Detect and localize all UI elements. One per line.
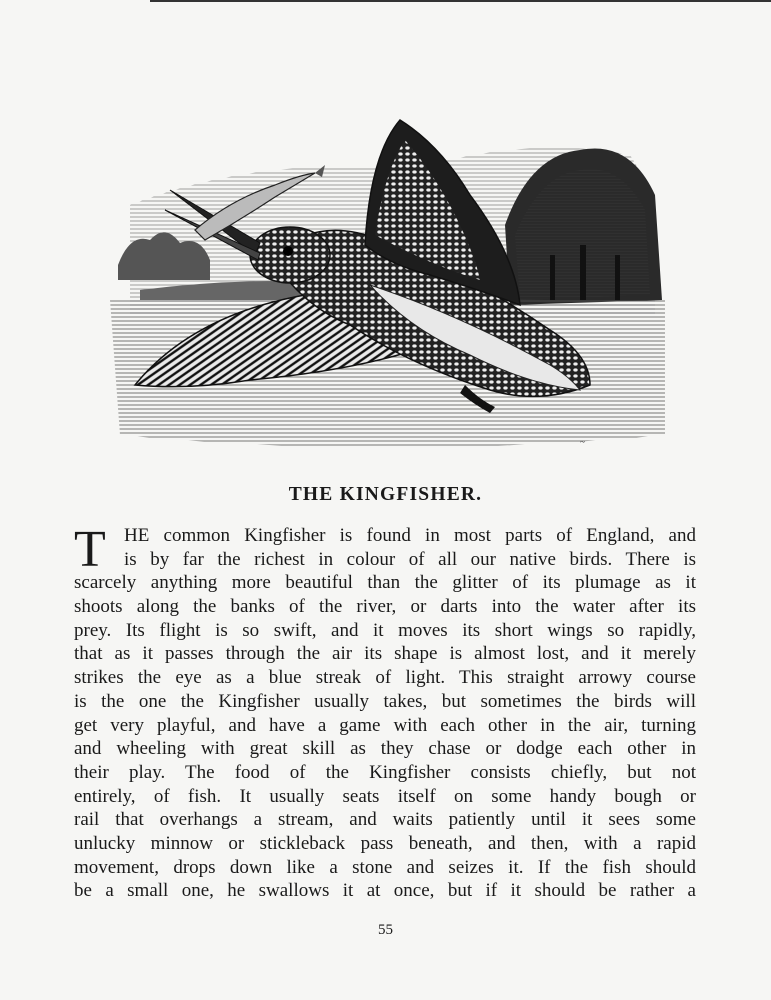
text-line: strikes the eye as a blue streak of light. This straight arrowy course	[74, 667, 696, 689]
text-line: rail that overhangs a stream, and waits patiently until it sees some	[74, 809, 696, 831]
text-line: and wheeling with great skill as they chase or dodge each other in	[74, 738, 696, 760]
kingfisher-engraving	[110, 115, 665, 455]
text-line: entirely, of fish. It usually seats itself on some handy bough or	[74, 785, 696, 807]
text-line: scarcely anything more beautiful than the glitter of its plumage as it	[74, 572, 696, 594]
article-body	[74, 521, 696, 903]
page-number: 55	[378, 922, 393, 938]
text-line: movement, drops down like a stone and seizes it. If the fish should	[74, 856, 696, 878]
text-line: shoots along the banks of the river, or darts into the water after its	[74, 596, 696, 618]
text-line: be a small one, he swallows it at once, but if it should be rather a	[74, 880, 696, 902]
text-line: is the one the Kingfisher usually takes, but sometimes the birds will	[74, 690, 696, 712]
text-line: prey. Its flight is so swift, and it moves its short wings so rapidly,	[74, 619, 696, 641]
page-top-rule	[150, 0, 771, 2]
text-line: HE common Kingfisher is found in most parts of England, and	[124, 525, 696, 546]
text-line: is by far the richest in colour of all our native birds. There is	[124, 548, 696, 570]
text-line: unlucky minnow or stickleback pass beneath, and then, with a rapid	[74, 832, 696, 854]
article-title: THE KINGFISHER.	[288, 484, 483, 505]
drop-cap: T	[74, 521, 106, 578]
text-line: their play. The food of the Kingfisher consists chiefly, but not	[74, 761, 696, 783]
svg-text:~: ~	[580, 437, 585, 447]
text-line: that as it passes through the air its shape is almost lost, and it merely	[74, 643, 696, 665]
text-line: get very playful, and have a game with each other in the air, turning	[74, 714, 696, 736]
